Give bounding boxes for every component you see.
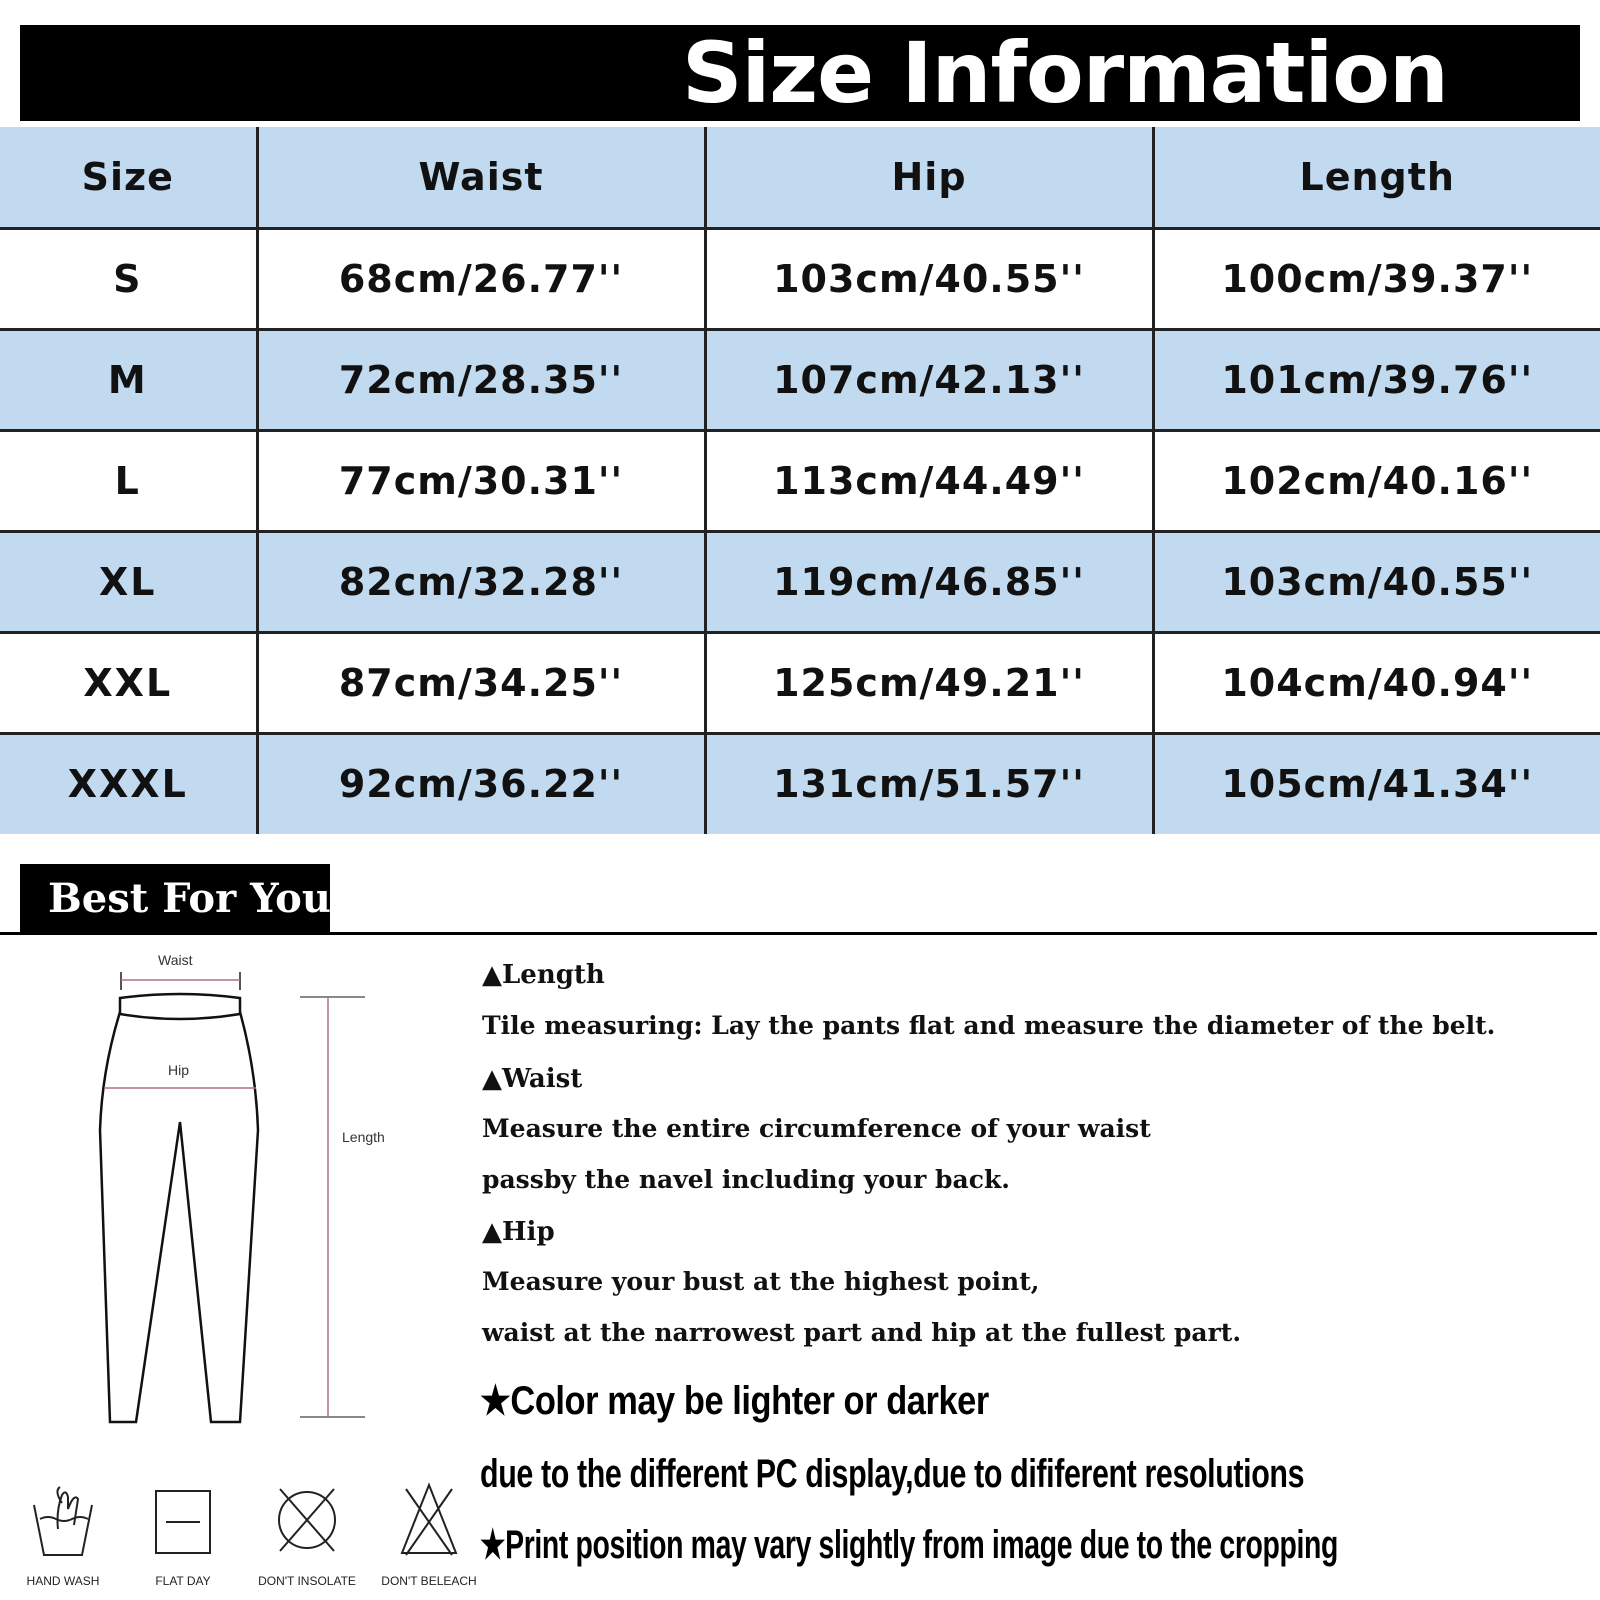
print-position-note: ★Print position may vary slightly from image due to the cropping xyxy=(480,1523,1339,1567)
length-cell: 103cm/40.55'' xyxy=(1153,531,1600,632)
do-not-bleach-icon xyxy=(384,1475,474,1565)
column-header-waist: Waist xyxy=(257,127,705,228)
length-instruction: Tile measuring: Lay the pants flat and measure the diameter of the belt. xyxy=(482,1011,1496,1040)
table-header-row xyxy=(0,127,1600,228)
size-cell: XL xyxy=(0,531,257,632)
length-cell: 105cm/41.34'' xyxy=(1153,733,1600,834)
hip-cell: 125cm/49.21'' xyxy=(705,632,1153,733)
dont-insolate-label: DON'T INSOLATE xyxy=(258,1574,356,1588)
hip-cell: 113cm/44.49'' xyxy=(705,430,1153,531)
length-measure-line xyxy=(300,997,365,1417)
table-row xyxy=(0,733,1600,834)
size-cell: XXL xyxy=(0,632,257,733)
waist-cell: 72cm/28.35'' xyxy=(257,329,705,430)
column-header-size: Size xyxy=(0,127,257,228)
best-for-you-tab xyxy=(20,864,330,934)
size-cell: L xyxy=(0,430,257,531)
dont-bleach-label: DON'T BELEACH xyxy=(381,1574,477,1588)
hip-heading: ▲Hip xyxy=(482,1217,555,1247)
length-heading: ▲Length xyxy=(482,960,605,990)
care-item-flat-dry xyxy=(128,1475,238,1595)
hip-cell: 131cm/51.57'' xyxy=(705,733,1153,834)
table-row xyxy=(0,228,1600,329)
section-divider xyxy=(0,932,1597,935)
page-title: Size Information xyxy=(682,24,1448,122)
table-row xyxy=(0,632,1600,733)
waist-cell: 82cm/32.28'' xyxy=(257,531,705,632)
length-label: Length xyxy=(342,1129,385,1145)
pants-outline xyxy=(100,994,258,1422)
color-note-line-2: due to the different PC display,due to dififerent resolutions xyxy=(480,1452,1305,1496)
hip-cell: 107cm/42.13'' xyxy=(705,329,1153,430)
table-row xyxy=(0,329,1600,430)
size-table xyxy=(0,127,1600,834)
waist-label: Waist xyxy=(158,952,193,968)
care-item-dont-insolate xyxy=(252,1475,362,1595)
pants-measurement-diagram xyxy=(80,950,420,1430)
hand-wash-icon xyxy=(18,1475,108,1565)
waist-heading: ▲Waist xyxy=(482,1064,583,1094)
waist-instruction-line-1: Measure the entire circumference of your waist xyxy=(482,1114,1151,1143)
flat-dry-icon xyxy=(138,1475,228,1565)
flat-dry-label: FLAT DAY xyxy=(155,1574,211,1588)
waist-cell: 92cm/36.22'' xyxy=(257,733,705,834)
waist-cell: 77cm/30.31'' xyxy=(257,430,705,531)
size-cell: XXXL xyxy=(0,733,257,834)
do-not-tumble-dry-icon xyxy=(262,1475,352,1565)
size-cell: M xyxy=(0,329,257,430)
care-item-dont-bleach xyxy=(374,1475,484,1595)
length-cell: 102cm/40.16'' xyxy=(1153,430,1600,531)
care-item-hand-wash xyxy=(8,1475,118,1595)
color-note-line-1: ★Color may be lighter or darker xyxy=(480,1379,989,1423)
best-for-you-title: Best For You xyxy=(48,875,331,922)
hand-wash-label: HAND WASH xyxy=(26,1574,100,1588)
hip-label: Hip xyxy=(168,1062,190,1078)
length-cell: 101cm/39.76'' xyxy=(1153,329,1600,430)
waist-measure-line xyxy=(121,972,240,990)
title-bar xyxy=(20,25,1580,121)
column-header-hip: Hip xyxy=(705,127,1153,228)
table-row xyxy=(0,531,1600,632)
table-row xyxy=(0,430,1600,531)
hip-cell: 119cm/46.85'' xyxy=(705,531,1153,632)
waist-cell: 87cm/34.25'' xyxy=(257,632,705,733)
column-header-length: Length xyxy=(1153,127,1600,228)
hip-instruction-line-2: waist at the narrowest part and hip at the fullest part. xyxy=(482,1318,1242,1347)
waist-instruction-line-2: passby the navel including your back. xyxy=(482,1165,1010,1194)
length-cell: 100cm/39.37'' xyxy=(1153,228,1600,329)
length-cell: 104cm/40.94'' xyxy=(1153,632,1600,733)
size-cell: S xyxy=(0,228,257,329)
hip-instruction-line-1: Measure your bust at the highest point, xyxy=(482,1267,1040,1296)
waist-cell: 68cm/26.77'' xyxy=(257,228,705,329)
hip-cell: 103cm/40.55'' xyxy=(705,228,1153,329)
